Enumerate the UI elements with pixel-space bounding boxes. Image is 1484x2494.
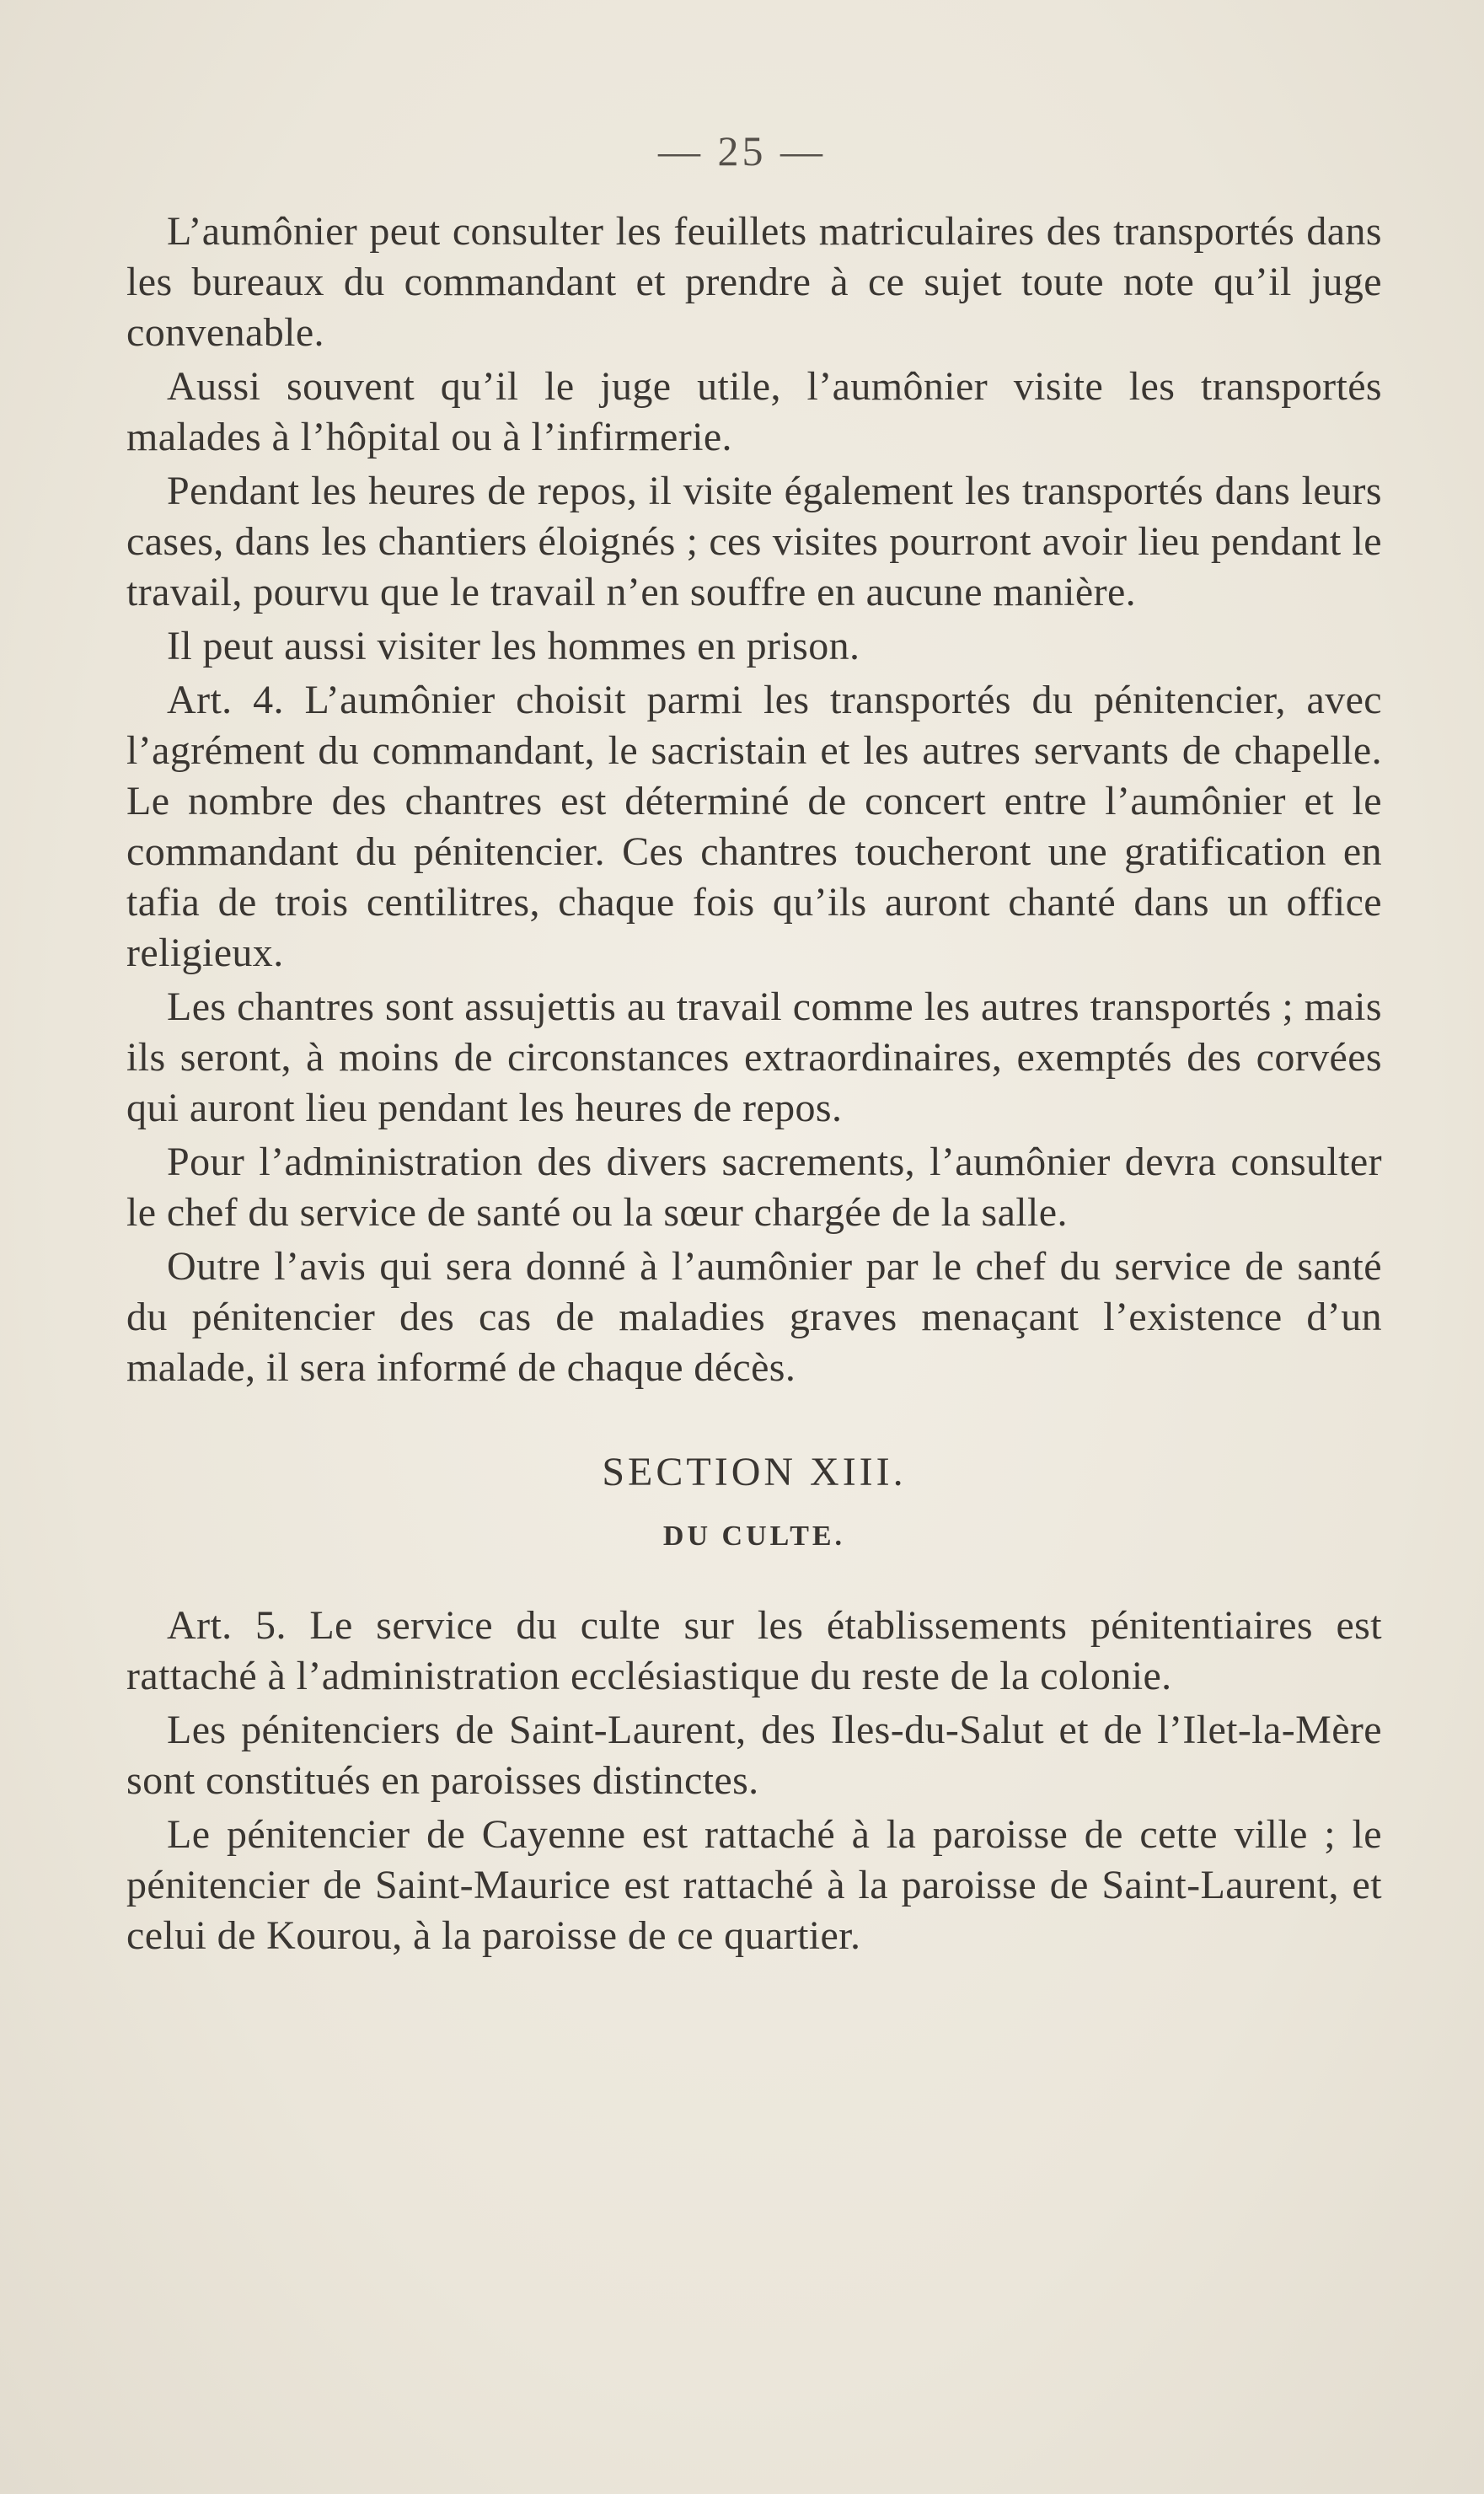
paragraph-prison: Il peut aussi visiter les hommes en prison. <box>167 624 860 668</box>
paragraph-chantres: Les chantres sont assujettis au travail comme les autres transportés ; mais ils seront, à moins de circonstances extraordinaires, exemptés des corvées qui auront lieu pendant les heures de repos. <box>126 984 1382 1130</box>
paragraph-feuillets: L’aumônier peut consulter les feuillets matriculaires des transportés dans les bureaux du commandant et prendre à ce sujet toute note qu’il juge convenable. <box>126 209 1382 355</box>
paragraph-heures-repos: Pendant les heures de repos, il visite également les transportés dans leurs cases, dans les chantiers éloignés ; ces visites pourront avoir lieu pendant le travail, pourvu que le travail n’en souffre en aucune manière. <box>126 469 1382 614</box>
page-body <box>126 206 1382 1961</box>
paragraph-cayenne: Le pénitencier de Cayenne est rattaché à la paroisse de cette ville ; le pénitencier de Saint-Maurice est rattaché à la paroisse de Saint-Laurent, et celui de Kourou, à la paroisse de ce quartier. <box>126 1812 1382 1958</box>
section-subtitle: DU CULTE. <box>662 1521 846 1552</box>
paragraph-paroisses: Les pénitenciers de Saint-Laurent, des Iles-du-Salut et de l’Ilet-la-Mère sont constitués en paroisses distinctes. <box>126 1708 1382 1803</box>
paragraph-article-4: Art. 4. L’aumônier choisit parmi les transportés du pénitencier, avec l’agrément du commandant, le sacristain et les autres servants de chapelle. Le nombre des chantres est déterminé de concert entre l’aumônier et le commandant du pénitencier. Ces chantres toucheront une gratification en tafia de trois centilitres, chaque fois qu’ils auront chanté dans un office religieux. <box>126 678 1382 975</box>
section-title: SECTION XIII. <box>602 1450 907 1494</box>
paragraph-deces: Outre l’avis qui sera donné à l’aumônier par le chef du service de santé du pénitencier des cas de maladies graves menaçant l’existence d’un malade, il sera informé de chaque décès. <box>126 1244 1382 1390</box>
paragraph-hopital: Aussi souvent qu’il le juge utile, l’aumônier visite les transportés malades à l’hôpital ou à l’infirmerie. <box>126 364 1382 459</box>
page-number: — 25 — <box>658 127 826 174</box>
paragraph-sacrements: Pour l’administration des divers sacrements, l’aumônier devra consulter le chef du service de santé ou la sœur chargée de la salle. <box>126 1140 1382 1235</box>
paragraph-article-5: Art. 5. Le service du culte sur les établissements pénitentiaires est rattaché à l’administration ecclésiastique du reste de la colonie. <box>126 1603 1382 1698</box>
